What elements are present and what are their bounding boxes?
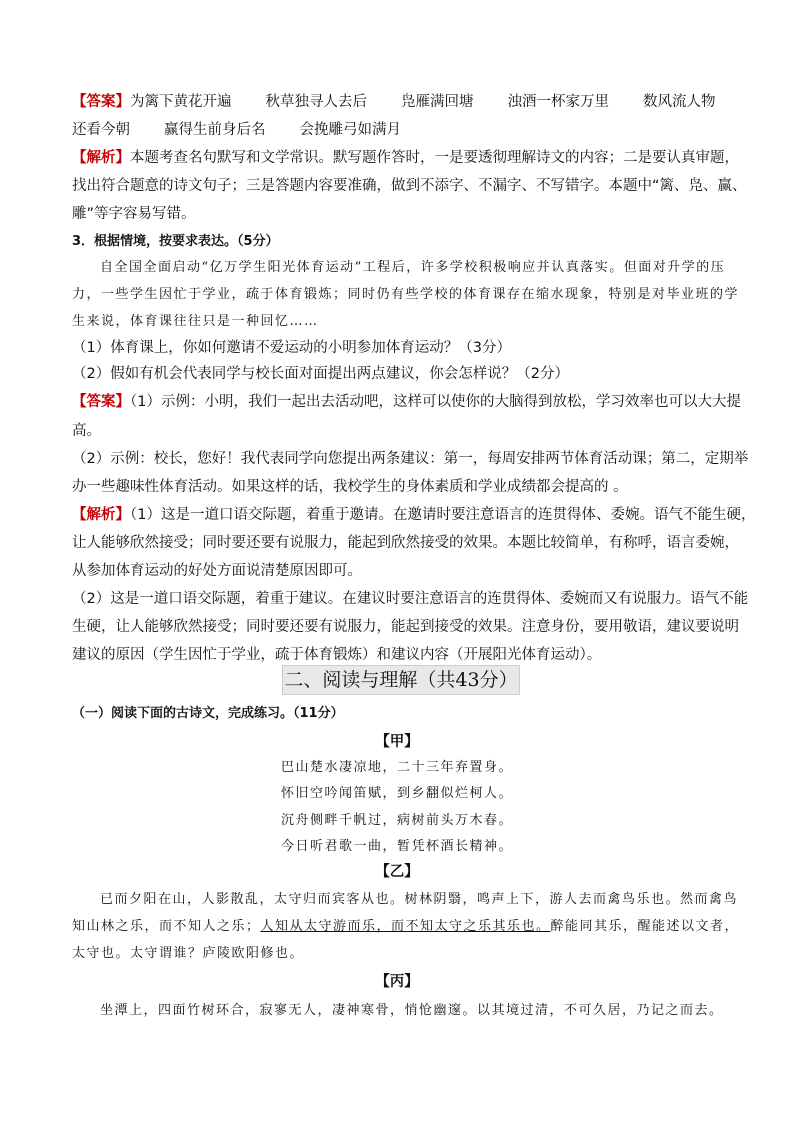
analysis1-line3: 雕”等字容易写错。 <box>72 206 196 222</box>
question3-sub1: （1）体育课上，你如何邀请不爱运动的小明参加体育运动？（3分） <box>72 340 511 356</box>
section-title <box>282 665 520 695</box>
prose-yi-line3: 太守也。太守谓谁？庐陵欧阳修也。 <box>72 946 305 961</box>
answer-item: 赢得生前身后名 <box>164 122 266 138</box>
question3-title: 3．根据情境，按要求表达。（5分） <box>72 234 279 249</box>
underlined-sentence: 人知从太守游而乐，而不知太守之乐其乐也。 <box>260 919 551 934</box>
analysis3-line2: 让人能够欣然接受；同时要还要有说服力，能起到欣然接受的效果。本题比较简单，有称呼，语言委婉， <box>72 535 739 551</box>
prose-yi-line2 <box>72 917 739 937</box>
prose-yi-text: 醉能同其乐，醒能述以文者， <box>550 919 740 934</box>
answer-tag: 【答案】 <box>72 94 130 110</box>
answer1-line2 <box>72 120 401 140</box>
answer-item: 浊酒一杯家万里 <box>507 94 609 110</box>
analysis3-line4: （2）这是一道口语交际题，着重于建议。在建议时要注意语言的连贯得体、委婉而又有说服力。语气不能 <box>72 591 749 607</box>
answer-item: 秋草独寻人去后 <box>265 94 367 110</box>
question3-context-line1: 自全国全面启动“亿万学生阳光体育运动”工程后，许多学校积极响应并认真落实。但面对升学的压 <box>100 260 726 275</box>
analysis3-line1 <box>72 505 755 525</box>
analysis3-line6: 建议的原因（学生因忙于学业，疏于体育锻炼）和建议内容（开展阳光体育运动）。 <box>72 647 602 663</box>
prose-yi-heading: 【乙】 <box>375 864 419 880</box>
answer-text: （1）示例：小明，我们一起出去活动吧，这样可以使你的大脑得到放松，学习效率也可以大大提 <box>130 394 741 410</box>
analysis1-line2: 找出符合题意的诗文句子；三是答题内容要准确，做到不添字、不漏字、不写错字。本题中“篱、凫、赢、 <box>72 178 747 194</box>
poem-jia-line: 怀旧空吟闻笛赋，到乡翻似烂柯人。 <box>280 786 513 801</box>
section-title-suffix: 分） <box>479 669 518 691</box>
answer1-line1 <box>72 92 716 112</box>
answer-item: 会挽雕弓如满月 <box>299 122 401 138</box>
answer-item: 还看今朝 <box>72 122 130 138</box>
section-title-prefix: 二、阅读与理解（共 <box>284 669 456 691</box>
answer-tag: 【答案】 <box>72 394 130 410</box>
analysis3-line5: 生硬，让人能够欣然接受；同时要还要有说服力，能起到接受的效果。注意身份，要用敬语，建议要说明 <box>72 619 739 635</box>
analysis1-line1 <box>72 148 739 168</box>
poem-jia-line: 沉舟侧畔千帆过，病树前头万木春。 <box>280 813 513 828</box>
answer3-line2: 高。 <box>72 423 101 439</box>
question3-sub2: （2）假如有机会代表同学与校长面对面提出两点建议，你会怎样说？（2分） <box>72 366 569 382</box>
prose-bing-heading: 【丙】 <box>375 974 419 990</box>
answer3-line1 <box>72 392 741 412</box>
answer-item: 凫雁满回塘 <box>401 94 474 110</box>
question3-context-line3: 生来说，体育课往往只是一种回忆…… <box>72 314 319 329</box>
answer-item: 数风流人物 <box>643 94 716 110</box>
analysis3-line3: 从参加体育运动的好处方面说清楚原因即可。 <box>72 563 362 579</box>
prose-yi-text: 知山林之乐，而不知人之乐； <box>72 919 261 934</box>
analysis-tag: 【解析】 <box>72 150 130 166</box>
part1-title: （一）阅读下面的古诗文，完成练习。（11分） <box>72 706 344 721</box>
poem-jia-line: 巴山楚水凄凉地，二十三年弃置身。 <box>280 760 513 775</box>
poem-jia-line: 今日听君歌一曲，暂凭杯酒长精神。 <box>280 839 513 854</box>
answer3-line4: 办一些趣味性体育活动。如果这样的话，我校学生的身体素质和学业成绩都会提高的 。 <box>72 479 628 495</box>
answer3-line3: （2）示例：校长，您好！我代表同学向您提出两条建议：第一，每周安排两节体育活动课；第二，定期举 <box>72 451 749 467</box>
prose-bing-line1: 坐潭上，四面竹树环合，寂寥无人，凄神寒骨，悄怆幽邃。以其境过清，不可久居，乃记之而去。 <box>100 1003 724 1018</box>
prose-yi-line1: 已而夕阳在山，人影散乱，太守归而宾客从也。树林阴翳，鸣声上下，游人去而禽鸟乐也。然而禽鸟 <box>100 892 739 907</box>
section-score: 43 <box>455 669 480 691</box>
question3-context-line2: 力，一些学生因忙于学业，疏于体育锻炼；同时仍有些学校的体育课存在缩水现象，特别是对毕业班的学 <box>72 287 740 302</box>
answer-item: 为篱下黄花开遍 <box>130 94 232 110</box>
analysis-text: 本题考查名句默写和文学常识。默写题作答时，一是要透彻理解诗文的内容；二是要认真审题， <box>130 150 739 166</box>
analysis-tag: 【解析】 <box>72 507 130 523</box>
analysis-text: （1）这是一道口语交际题，着重于邀请。在邀请时要注意语言的连贯得体、委婉。语气不能生硬， <box>130 507 756 523</box>
poem-jia-heading: 【甲】 <box>375 734 419 750</box>
